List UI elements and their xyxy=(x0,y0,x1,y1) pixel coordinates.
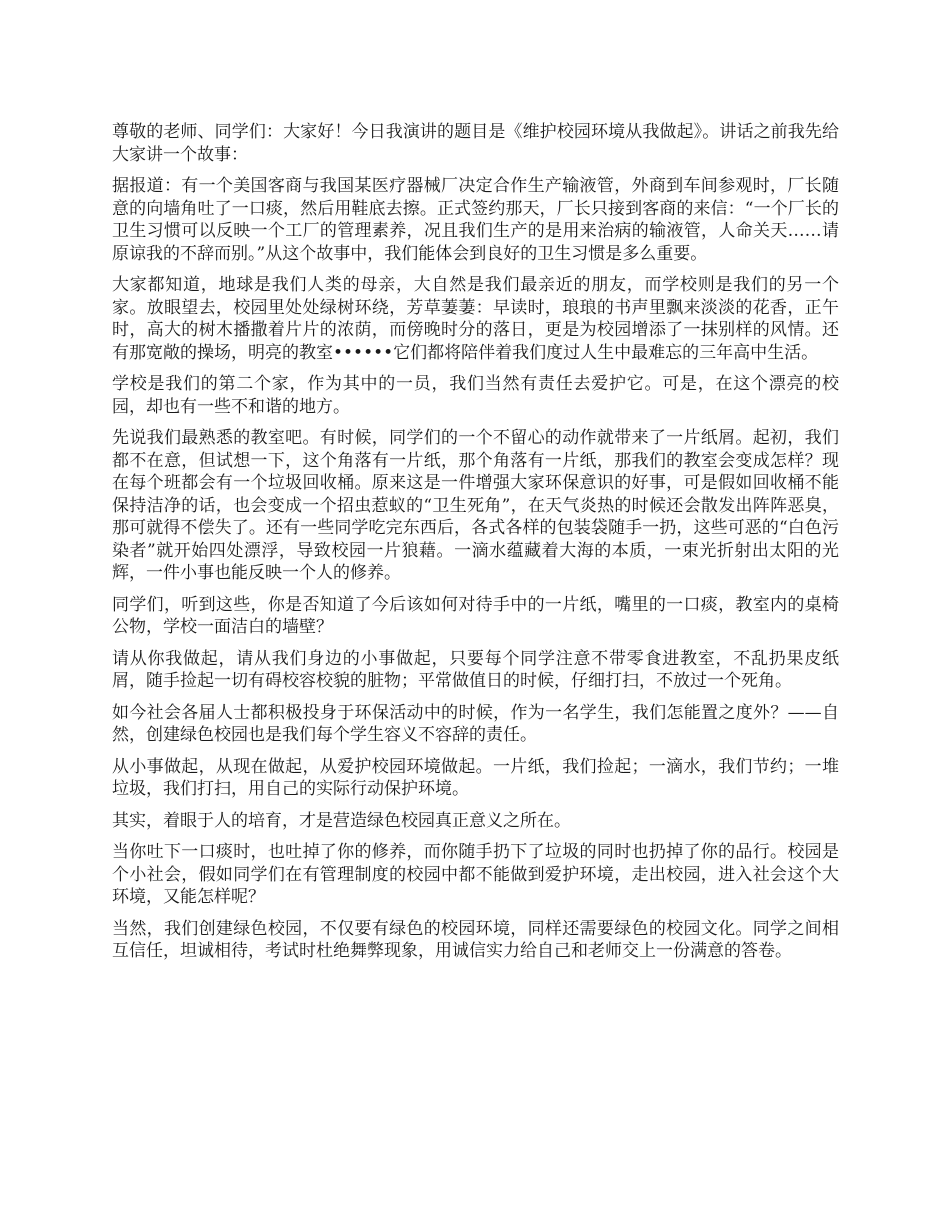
paragraph-story: 据报道：有一个美国客商与我国某医疗器械厂决定合作生产输液管，外商到车间参观时，厂长随意的向墙角吐了一口痰，然后用鞋底去擦。正式签约那天，厂长只接到客商的来信：“一个厂长的卫生习惯可以反映一个工厂的管理素养，况且我们生产的是用来治病的输液管，人命关天……请原谅我的不辞而别。”从这个故事中，我们能体会到良好的卫生习惯是多么重要。 xyxy=(112,176,839,264)
paragraph-society: 如今社会各届人士都积极投身于环保活动中的时候，作为一名学生，我们怎能置之度外？——自然，创建绿色校园也是我们每个学生容义不容辞的责任。 xyxy=(112,702,839,745)
paragraph-question: 同学们，听到这些，你是否知道了今后该如何对待手中的一片纸，嘴里的一口痰，教室内的桌椅公物，学校一面洁白的墙壁？ xyxy=(112,594,839,637)
paragraph-start-from-me: 请从你我做起，请从我们身边的小事做起，只要每个同学注意不带零食进教室，不乱扔果皮纸屑，随手捡起一切有碍校容校貌的脏物；平常做值日的时候，仔细打扫，不放过一个死角。 xyxy=(112,648,839,691)
paragraph-greeting: 尊敬的老师、同学们：大家好！今日我演讲的题目是《维护校园环境从我做起》。讲话之前我先给大家讲一个故事： xyxy=(112,122,839,165)
paragraph-small-things: 从小事做起，从现在做起，从爱护校园环境做起。一片纸，我们捡起；一滴水，我们节约；一堆垃圾，我们打扫，用自己的实际行动保护环境。 xyxy=(112,756,839,799)
paragraph-second-home: 学校是我们的第二个家，作为其中的一员，我们当然有责任去爱护它。可是，在这个漂亮的校园，却也有一些不和谐的地方。 xyxy=(112,374,839,417)
paragraph-campus-home: 大家都知道，地球是我们人类的母亲，大自然是我们最亲近的朋友，而学校则是我们的另一个家。放眼望去，校园里处处绿树环绕，芳草萋萋：早读时，琅琅的书声里飘来淡淡的花香，正午时，高大的树木播撒着片片的浓荫，而傍晚时分的落日，更是为校园增添了一抹别样的风情。还有那宽敞的操场，明亮的教室••••••它们都将陪伴着我们度过人生中最难忘的三年高中生活。 xyxy=(112,275,839,363)
paragraph-cultivation: 其实，着眼于人的培育，才是营造绿色校园真正意义之所在。 xyxy=(112,810,571,831)
paragraph-classroom: 先说我们最熟悉的教室吧。有时候，同学们的一个不留心的动作就带来了一片纸屑。起初，我们都不在意，但试想一下，这个角落有一片纸，那个角落有一片纸，那我们的教室会变成怎样？现在每个班都会有一个垃圾回收桶。原来这是一件增强大家环保意识的好事，可是假如回收桶不能保持洁净的话，也会变成一个招虫惹蚁的“卫生死角”，在天气炎热的时候还会散发出阵阵恶臭，那可就得不偿失了。还有一些同学吃完东西后，各式各样的包装袋随手一扔，这些可恶的“白色污染者”就开始四处漂浮，导致校园一片狼藉。一滴水蕴藏着大海的本质，一束光折射出太阳的光辉，一件小事也能反映一个人的修养。 xyxy=(112,428,839,583)
document-body xyxy=(112,121,839,972)
paragraph-green-culture: 当然，我们创建绿色校园，不仅要有绿色的校园环境，同样还需要绿色的校园文化。同学之间相互信任，坦诚相待，考试时杜绝舞弊现象，用诚信实力给自己和老师交上一份满意的答卷。 xyxy=(112,918,839,961)
paragraph-behavior: 当你吐下一口痰时，也吐掉了你的修养，而你随手扔下了垃圾的同时也扔掉了你的品行。校园是个小社会，假如同学们在有管理制度的校园中都不能做到爱护环境，走出校园，进入社会这个大环境，又能怎样呢？ xyxy=(112,842,839,907)
